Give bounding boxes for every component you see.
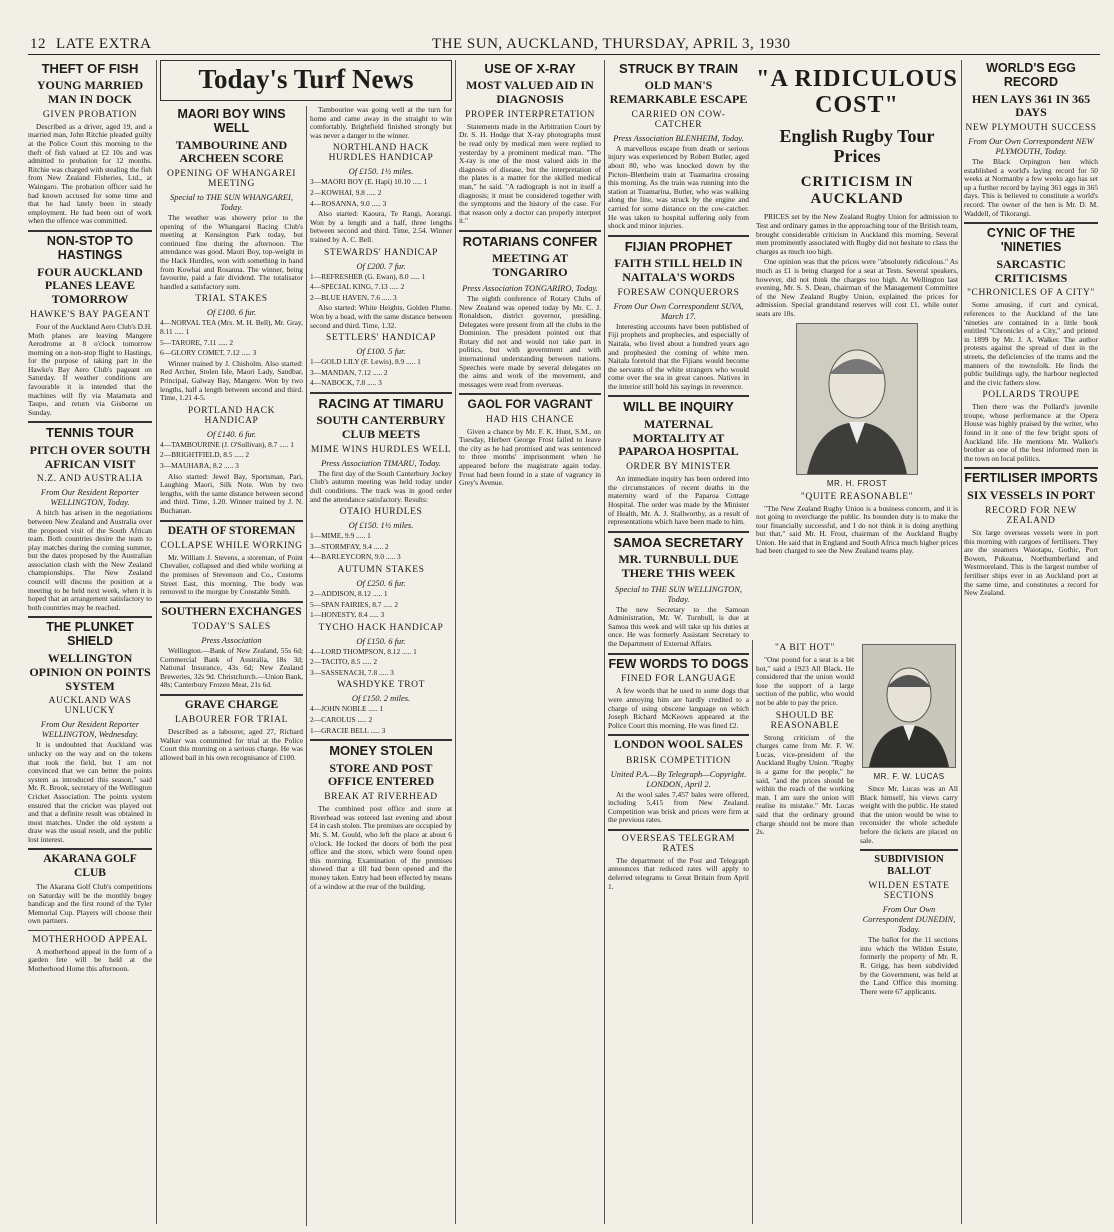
headline: FIJIAN PROPHET bbox=[624, 238, 733, 254]
subheadline: RECORD FOR NEW ZEALAND bbox=[985, 505, 1077, 526]
divider bbox=[608, 235, 749, 237]
race-title: SETTLERS' HANDICAP bbox=[326, 333, 436, 344]
turf-col-a bbox=[160, 106, 303, 765]
subheadline: COLLAPSE WHILE WORKING bbox=[160, 540, 303, 551]
race-result: 4—JOHN NOBLE ..... 1 bbox=[310, 704, 384, 714]
subheadline: HEN LAYS 361 IN 365 DAYS bbox=[971, 91, 1091, 120]
race-result: 1—MIME, 9.9 ..... 1 bbox=[310, 531, 371, 541]
divider bbox=[964, 222, 1098, 224]
article-body: Wellington.—Bank of New Zealand, 55s 6d; Commercial Bank of Australia, 18s 3d; National Insurance, 43s 6d; New Zealand Breweries, 32s 9d. Christchurch.—Union Bank, 48s; Canterbury Frozen Meat, 21s 6d. bbox=[160, 645, 303, 690]
headline: THEFT OF FISH bbox=[41, 61, 139, 76]
column-6 bbox=[964, 60, 1098, 1226]
subheadline: BRISK COMPETITION bbox=[626, 755, 731, 766]
headline: MAORI BOY WINS WELL bbox=[177, 107, 286, 135]
race-result: 1—GRACIE BELL ..... 3 bbox=[310, 725, 386, 735]
article-body: A motherhood appeal in the form of a garden fete will be held at the Motherhood Home this afternoon. bbox=[28, 946, 152, 974]
byline: From Our Resident Reporter WELLINGTON, Wednesday. bbox=[40, 719, 140, 740]
race-result: 3—STORMFAY, 9.4 ..... 2 bbox=[310, 541, 389, 551]
article-body: The eighth conference of Rotary Clubs of New Zealand was opened today by Mr. C. J. Ronaldson, district governor, presiding. Delegates were present from all the clubs in the Dominion. The president pointed out that Rotary did not and would not take part in politics, but with government and with international understanding between nations. Speeches were made by several delegates on the aims and work of the movement, and messages were read from overseas. bbox=[459, 293, 601, 389]
divider bbox=[608, 829, 749, 831]
edition-label: LATE EXTRA bbox=[56, 36, 152, 52]
divider bbox=[964, 467, 1098, 469]
headline: THE PLUNKET SHIELD bbox=[46, 620, 134, 649]
turf-col-b bbox=[310, 106, 452, 893]
column-1 bbox=[28, 60, 152, 1226]
race-result: 4—BARLEYCORN, 9.0 ..... 3 bbox=[310, 552, 401, 562]
byline: Special to THE SUN WHANGAREI, Today. bbox=[170, 192, 293, 213]
headline: USE OF X-RAY bbox=[484, 61, 576, 76]
article-body: Tambourine was going well at the turn for home and came away in the straight to win comfortably. Brightfield finished strongly but was never a danger to the winner. bbox=[310, 105, 452, 140]
byline: United P.A.—By Telegraph—Copyright. LONDON, April 2. bbox=[610, 768, 747, 789]
column-rule bbox=[455, 60, 456, 1224]
subheadline: ORDER BY MINISTER bbox=[626, 462, 731, 473]
headline: NON-STOP TO HASTINGS bbox=[46, 234, 134, 262]
article-body: Also started: Kaoura, Te Rangi, Aorangi. Won by a length and a half, three lengths between second and third. Time, 2.54. Winner trained by A. C. Bell. bbox=[310, 209, 452, 244]
race-conditions: Of £200. 7 fur. bbox=[356, 260, 406, 271]
race-result: 2—CAROLUS ..... 2 bbox=[310, 715, 373, 725]
byline: From Our Own Correspondent DUNEDIN, Today. bbox=[862, 904, 956, 935]
race-title: AUTUMN STAKES bbox=[337, 564, 425, 575]
divider bbox=[28, 421, 152, 423]
rugby-continued bbox=[756, 640, 958, 1226]
portrait-photo-lucas bbox=[862, 644, 956, 768]
article-body: Some amusing, if curt and cynical, references to the Auckland of the late 'nineties are contained in a little book entitled "Chronicles of a City," and printed in 1899 by Mr. J. A. Walker. The author protests against the spread of dust in the streets, the deficiencies of the trams and the manners of the townsfolk. He finds the public buildings ugly, the harbour neglected and the civic fathers slow. bbox=[964, 300, 1098, 387]
portrait-illustration bbox=[863, 645, 955, 767]
headline: WILL BE INQUIRY bbox=[623, 399, 734, 415]
paper-date-line: THE SUN, AUCKLAND, THURSDAY, APRIL 3, 1930 bbox=[432, 36, 791, 52]
article-body: Winner trained by J. Chisholm. Also started: Red Archer, Stolen Isle, Maori Lady, Sandbar, Principal, Galway Bay, Mangere. Won by two lengths, half a length between second and third. Time, 1.21 4-5. bbox=[160, 358, 303, 403]
article-body: The first day of the South Canterbury Jockey Club's autumn meeting was held today under dull conditions. The track was in good order and the attendance satisfactory. Results: bbox=[310, 468, 452, 504]
subheadline: SIX VESSELS IN PORT bbox=[967, 488, 1095, 503]
article-body: Also started: Jewel Bay, Sportsman, Pari, Laughing Maori, Silk Note. Won by two lengths, with the same distance between second and third. Time, 1.20. Winner trained by J. N. Buchanan. bbox=[160, 471, 303, 515]
race-conditions: Of £140. 6 fur. bbox=[206, 428, 257, 439]
race-result: 2—KOWHAI, 9.8 ..... 2 bbox=[310, 187, 382, 197]
race-result: 1—GOLD LILY (F. Lewis), 8.9 ..... 1 bbox=[310, 357, 421, 367]
headline: CYNIC OF THE 'NINETIES bbox=[986, 226, 1076, 254]
article-body: The combined post office and store at Riverhead was entered last evening and about £4 in cash stolen. The premises are occupied by Mr. S. M. Gould, who left the place at about 6 o'clock. He locked the doors of both the post office and the store, which were found open this morning. Examination of the premises showed that a till had been opened and the money taken. Entry had been effected by means of a window at the rear of the building. bbox=[310, 804, 452, 891]
column-3 bbox=[459, 60, 601, 1226]
subheadline: YOUNG MARRIED MAN IN DOCK bbox=[36, 78, 144, 107]
divider bbox=[459, 393, 601, 395]
article-body: Then there was the Pollard's juvenile troupe, whose performance at the Opera House was highly praised by the writer, who found in it one of the few bright spots of Auckland life. He mentions Mr. Walker's brother as one of the best informed men in the town on local politics. bbox=[964, 402, 1098, 463]
race-conditions: Of £150. 6 fur. bbox=[356, 635, 406, 646]
subheadline: OPENING OF WHANGAREI MEETING bbox=[167, 169, 296, 190]
subheadline: POLLARDS TROUPE bbox=[982, 390, 1080, 401]
byline: Press Association TIMARU, Today. bbox=[321, 457, 441, 468]
divider bbox=[28, 930, 152, 931]
article-body: The department of the Post and Telegraph announces that reduced rates will apply to deferred telegrams to Great Britain from April 1. bbox=[608, 855, 749, 891]
article-body: The Black Orpington hen which established a world's laying record for 50 weeks at Normanby a few weeks ago has set up a further record by laying 361 eggs in 365 days. This is believed to constitute a world's record. The owner of the hen is Mr. D. M. Waddell, of Tikorangi. bbox=[964, 157, 1098, 218]
race-conditions: Of £250. 6 fur. bbox=[356, 577, 406, 588]
portrait-illustration bbox=[797, 324, 917, 474]
photo-caption: MR. H. FROST bbox=[826, 478, 888, 488]
divider bbox=[608, 734, 749, 736]
subheadline: SOUTH CANTERBURY CLUB MEETS bbox=[316, 413, 446, 441]
column-rule bbox=[306, 106, 307, 1226]
article-body: An immediate inquiry has been ordered into the circumstances of recent deaths in the maternity ward of the Paparoa Cottage Hospital. The order was made by the Minister of Health, Mr. A. J. Stallworthy, as a result of representations which have been made to him. bbox=[608, 474, 749, 527]
rugby-continued-col-a bbox=[756, 640, 854, 839]
feature-subheadline: CRITICISM IN AUCKLAND bbox=[800, 174, 914, 207]
divider bbox=[160, 520, 303, 522]
divider bbox=[608, 395, 749, 397]
headline: GAOL FOR VAGRANT bbox=[467, 397, 593, 412]
article-body: Four of the Auckland Aero Club's D.H. Moth planes are leaving Mangere Aerodrome at 8 o'clock tomorrow morning on a non-stop flight to Hastings, for the purpose of taking part in the Hawke's Bay Aero Club's pageant on Saturday. If weather conditions are favourable it is intended that the machines will fly via Matamata and Taupo, and return via Gisborne on Sunday. bbox=[28, 321, 152, 417]
turf-banner-box bbox=[160, 60, 452, 101]
byline: Special to THE SUN WELLINGTON, Today. bbox=[614, 583, 743, 604]
divider bbox=[608, 531, 749, 533]
rugby-continued-col-b bbox=[860, 640, 958, 998]
divider bbox=[860, 849, 958, 851]
headline: SAMOA SECRETARY bbox=[613, 534, 744, 550]
byline: From Our Own Correspondent NEW PLYMOUTH, Today. bbox=[968, 136, 1094, 157]
article-body: Strong criticism of the charges came from Mr. F. W. Lucas, vice-president of the Auckland Rugby Union. "Rugby is a game for the people," he said, "and the prices should be within the reach of the working man. I am sure the union will realise its mistake." Mr. Lucas said that the ordinary ground charge should not be more than 2s. bbox=[756, 732, 854, 837]
article-body: Statements made in the Arbitration Court by Dr. S. H. Hodge that X-ray photographs must be read only by medical men were replied to yesterday by a prominent medical man. "The X-ray is one of the most valued aids in the diagnosis of disease, but the interpretation of the plates is a matter for the skilled medical man," he said. "A radiograph is not in itself a diagnosis; it must be considered together with the symptoms and the history of the case. For that reason only a doctor can properly interpret it." bbox=[459, 121, 601, 226]
column-4 bbox=[608, 60, 749, 1226]
race-result: 2—BLUE HAVEN, 7.6 ..... 3 bbox=[310, 292, 397, 302]
subheadline: FOUR AUCKLAND PLANES LEAVE TOMORROW bbox=[37, 264, 143, 307]
article-body: At the wool sales 7,457 bales were offered, including 5,415 from New Zealand. Competition was brisk and prices were firm at the previous rates. bbox=[608, 789, 749, 825]
race-title: TYCHO HACK HANDICAP bbox=[318, 622, 444, 633]
headline: MONEY STOLEN bbox=[329, 743, 433, 759]
headline: SUBDIVISION BALLOT bbox=[874, 854, 944, 878]
article-body: The ballot for the 11 sections into which the Wilden Estate, formerly the property of Mr. R. R. Grigg, has been subdivided by the Government, was held at the Land Office this morning. There were 67 applicants. bbox=[860, 935, 958, 996]
race-result: 4—NABOCK, 7.8 ..... 3 bbox=[310, 378, 382, 388]
subheadline: MATERNAL MORTALITY AT PAPAROA HOSPITAL bbox=[618, 416, 739, 459]
masthead bbox=[28, 34, 1100, 55]
divider bbox=[28, 616, 152, 618]
subheadline: N.Z. AND AUSTRALIA bbox=[36, 474, 144, 485]
portrait-photo-frost bbox=[796, 323, 918, 475]
article-body: Interesting accounts have been published of Fiji prophets and prophecies, and especially of Naitala, who lived about a hundred years ago and prophesied the coming of white men. Naitala foretold that the Fijians would become the servants of the white strangers who would come over the sea in great canoes. Natives in the interior still hold his sayings in reverence. bbox=[608, 321, 749, 391]
headline: LONDON WOOL SALES bbox=[614, 739, 743, 752]
divider bbox=[28, 230, 152, 232]
article-body: Described as a labourer, aged 27, Richard Walker was committed for trial at the Police Court this morning on a serious charge. He was allowed bail in his own recognisance of £100. bbox=[160, 727, 303, 762]
byline: Press Association BLENHEIM, Today. bbox=[613, 132, 744, 143]
column-rule bbox=[604, 60, 605, 1224]
headline: AKARANA GOLF CLUB bbox=[43, 853, 137, 879]
race-title: PORTLAND HACK HANDICAP bbox=[187, 405, 276, 426]
article-body: Given a chance by Mr. F. K. Hunt, S.M., on Tuesday, Herbert George Frost failed to leave the city as he had promised and was sentenced to three months' imprisonment when he appeared before the magistrate again today. Frost had been found in a state of vagrancy in Grey's Avenue. bbox=[459, 426, 601, 488]
race-title: WASHDYKE TROT bbox=[336, 680, 426, 691]
article-body: A few words that he used to some dogs that were annoying him are hardly credited to a charge of using obscene language on which Joseph Richard McKeown appeared at the Police Court this morning. He was fined £2. bbox=[608, 686, 749, 730]
race-conditions: Of £150. 2 miles. bbox=[351, 693, 411, 704]
article-body: One opinion was that the prices were "absolutely ridiculous." As much as £1 is being charged for a seat at Tests. Several speakers, however, did not think the charges too high. At Wellington last evening, Mr. S. S. Dean, chairman of the Management Committee of the New Zealand Rugby Union, explained the prices for admission. Special grandstand reserves will cost £1, while outer seats are 10s. bbox=[756, 257, 958, 318]
divider bbox=[608, 653, 749, 655]
subheadline: "QUITE REASONABLE" bbox=[800, 491, 914, 502]
subheadline: FORESAW CONQUERORS bbox=[617, 287, 740, 298]
feature-subheadline: English Rugby Tour Prices bbox=[779, 125, 935, 166]
race-result: 4—SPECIAL KING, 7.13 ..... 2 bbox=[310, 282, 405, 292]
article-body: Mr. William J. Stevens, a storeman, of Point Chevalier, collapsed and died while working at the premises of Stevenson and Co., Customs Street East, this morning. The body was removed to the morgue by Constable Smith. bbox=[160, 552, 303, 597]
subheadline: BREAK AT RIVERHEAD bbox=[324, 792, 438, 803]
page-number: 12 bbox=[30, 36, 46, 52]
race-result: 6—GLORY COMET, 7.12 ..... 3 bbox=[160, 348, 257, 358]
divider bbox=[160, 694, 303, 696]
column-rule bbox=[752, 640, 753, 1224]
subheadline: MOST VALUED AID IN DIAGNOSIS bbox=[466, 78, 594, 107]
subheadline: WILDEN ESTATE SECTIONS bbox=[868, 881, 950, 902]
race-result: 3—MAORI BOY (E. Hapi) 10.10 ..... 1 bbox=[310, 177, 428, 187]
headline: MOTHERHOOD APPEAL bbox=[32, 934, 148, 945]
article-body: The weather was showery prior to the opening of the Whangarei Racing Club's meeting at Kensington Park today, but continued fine during the afternoon. The attendance was good. Maori Boy, top-weight in the Hack Hurdles, won with something in hand from Kowhai and Rosanna. The winner, being favourite, paid a fair dividend. The totalisator handled a satisfactory sum. bbox=[160, 213, 303, 291]
headline: FEW WORDS TO DOGS bbox=[608, 656, 749, 671]
article-body: Since Mr. Lucas was an All Black himself, his views carry weight with the public. He stated that the union would be wise to reconsider the whole schedule before the tickets are placed on sale. bbox=[860, 784, 958, 845]
headline: DEATH OF STOREMAN bbox=[167, 524, 296, 537]
subheadline: STORE AND POST OFFICE ENTERED bbox=[327, 760, 435, 789]
byline: From Our Own Correspondent SUVA, March 17. bbox=[613, 300, 744, 321]
divider bbox=[28, 848, 152, 850]
race-title: OTAIO HURDLES bbox=[339, 507, 423, 518]
race-result: 2—TACITO, 8.5 ..... 2 bbox=[310, 657, 378, 667]
race-result: 4—ROSANNA, 9.0 ..... 3 bbox=[310, 198, 387, 208]
subheadline: FAITH STILL HELD IN NAITALA'S WORDS bbox=[614, 256, 743, 284]
rugby-feature bbox=[756, 60, 958, 636]
subheadline: OLD MAN'S REMARKABLE ESCAPE bbox=[609, 78, 748, 107]
divider bbox=[459, 230, 601, 232]
article-body: A hitch has arisen in the negotiations between New Zealand and Australia over the proposed visit of the South African team. Both countries desire the team to play matches during the coming summer, but the dates proposed by the Australian association clash with the New Zealand championships. The New Zealand council will discuss the position at a meeting to be held next week, when it is hoped that an arrangement satisfactory to both countries may be reached. bbox=[28, 508, 152, 612]
article-body: "One pound for a seat is a bit hot," said a 1923 All Black. He considered that the union would lose the support of a large section of the public, who would not be able to pay the price. bbox=[756, 655, 854, 707]
headline: ROTARIANS CONFER bbox=[462, 234, 598, 250]
subheadline: HAWKE'S BAY PAGEANT bbox=[29, 309, 151, 320]
headline: WORLD'S EGG RECORD bbox=[986, 61, 1076, 89]
race-result: 2—BRIGHTFIELD, 8.5 ..... 2 bbox=[160, 450, 250, 460]
subheadline: "A BIT HOT" bbox=[774, 643, 836, 653]
divider bbox=[310, 392, 452, 394]
headline: RACING AT TIMARU bbox=[318, 395, 444, 411]
turf-news-section bbox=[160, 60, 452, 1226]
article-body: Six large overseas vessels were in port this morning with cargoes of fertilisers. They are the steamers Waiotapu, Gothic, Port Bowen, Pukeatua, Northumberland and Westmoreland. This is the largest number of fertiliser ships ever in an Auckland port at the same time, and constitutes a record for New Zealand. bbox=[964, 527, 1098, 598]
subheadline: MEETING AT TONGARIRO bbox=[491, 251, 569, 280]
race-result: 3—MAUHARA, 8.2 ..... 3 bbox=[160, 460, 239, 470]
column-rule bbox=[961, 60, 962, 1224]
subheadline: TAMBOURINE AND ARCHEEN SCORE bbox=[175, 137, 288, 166]
article-body: Also started: White Heights, Golden Plume. Won by a head, with the same distance between second and third. Time, 1.32. bbox=[310, 303, 452, 330]
byline: From Our Resident Reporter WELLINGTON, Today. bbox=[40, 487, 140, 508]
race-title: NORTHLAND HACK HURDLES HANDICAP bbox=[328, 143, 434, 164]
column-rule bbox=[156, 60, 157, 1224]
divider bbox=[310, 739, 452, 741]
race-conditions: Of £150. 1½ miles. bbox=[348, 166, 414, 177]
headline: TENNIS TOUR bbox=[46, 425, 134, 441]
article-body: The Akarana Golf Club's competitions on Saturday will be the monthly bogey handicap and the first round of the Tyler Memorial Cup. Players will choose their own partners. bbox=[28, 881, 152, 926]
photo-caption: MR. F. W. LUCAS bbox=[873, 772, 945, 781]
subheadline: NEW PLYMOUTH SUCCESS bbox=[965, 123, 1097, 134]
subheadline: HAD HIS CHANCE bbox=[485, 414, 575, 425]
race-result: 5—TARORE, 7.11 ..... 2 bbox=[160, 337, 234, 347]
subheadline: AUCKLAND WAS UNLUCKY bbox=[48, 696, 132, 717]
subheadline: SHOULD BE REASONABLE bbox=[770, 710, 840, 731]
race-result: 1—REFRESHER (G. Ewan), 8.0 ..... 1 bbox=[310, 271, 426, 281]
race-result: 2—ADDISON, 8.12 ..... 1 bbox=[310, 588, 388, 598]
subheadline: CARRIED ON COW-CATCHER bbox=[631, 109, 726, 130]
headline: OVERSEAS TELEGRAM RATES bbox=[621, 833, 736, 854]
subheadline: MIME WINS HURDLES WELL bbox=[310, 444, 452, 455]
headline: FERTILISER IMPORTS bbox=[964, 471, 1098, 486]
byline: Press Association bbox=[201, 634, 262, 645]
race-result: 4—TAMBOURINE (J. O'Sullivan), 8.7 ..... 1 bbox=[160, 439, 294, 449]
race-result: 1—HONESTY, 8.4 ..... 3 bbox=[310, 610, 385, 620]
race-conditions: Of £150. 1½ miles. bbox=[348, 520, 414, 531]
subheadline: LABOURER FOR TRIAL bbox=[174, 715, 289, 726]
turf-banner: Today's Turf News bbox=[198, 64, 414, 94]
article-body: A marvellous escape from death or serious injury was experienced by Robert Butler, aged about 80, who was knocked down by the Picton–Blenheim train at Tuamarina crossing this morning. As the train was running into the station at Tuamarina, Butler, who was walking along the line, was struck by the engine and carried for some distance on the cow-catcher. He was taken to hospital suffering only from shock and minor injuries. bbox=[608, 143, 749, 231]
subheadline: WELLINGTON OPINION ON POINTS SYSTEM bbox=[29, 650, 151, 693]
race-title: STEWARDS' HANDICAP bbox=[323, 247, 439, 258]
article-body: It is undoubted that Auckland was unlucky on the way and on the tokens that took the field, but I am not convinced that we can better the points system as introduced this season," said Mr. R. Brook, secretary of the Wellington Cricket Association. The points system ensured that the cricket was played out and that a definite result was obtained in most matches. Under the old system a draw was the usual result, and the public lost interest. bbox=[28, 740, 152, 844]
race-conditions: Of £100. 5 fur. bbox=[356, 346, 406, 357]
article-body: The new Secretary to the Samoan Administration, Mr. W. Turnbull, is due at Samoa this week and will take up his duties at once. He was formerly Assistant Secretary to the Department of External Affairs. bbox=[608, 604, 749, 648]
subheadline: TODAY'S SALES bbox=[192, 621, 271, 632]
subheadline: "CHRONICLES OF A CITY" bbox=[967, 288, 1095, 299]
race-result: 3—SASSENACH, 7.8 ..... 3 bbox=[310, 667, 394, 677]
subheadline: PROPER INTERPRETATION bbox=[465, 109, 595, 120]
race-result: 3—MANDAN, 7.12 ..... 2 bbox=[310, 367, 388, 377]
headline: SOUTHERN EXCHANGES bbox=[161, 605, 302, 618]
race-result: 4—NORVAL TEA (Mrs. M. H. Bell), Mr. Gray, 8.11 ..... 1 bbox=[160, 318, 303, 337]
subheadline: FINED FOR LANGUAGE bbox=[621, 674, 736, 685]
race-title: TRIAL STAKES bbox=[195, 294, 268, 305]
subheadline: SARCASTIC CRITICISMS bbox=[994, 256, 1068, 285]
race-result: 4—LORD THOMPSON, 8.12 ..... 1 bbox=[310, 646, 417, 656]
subheadline: MR. TURNBULL DUE THERE THIS WEEK bbox=[618, 552, 739, 580]
subheadline: GIVEN PROBATION bbox=[42, 109, 138, 120]
feature-lead: PRICES set by the New Zealand Rugby Union for admission to Test and ordinary games in the approaching tour of the British team, brought considerable criticism in Auckland this morning. Several men prominently associated with Rugby did not hesitate to class the charges as much too high. bbox=[756, 212, 958, 256]
divider bbox=[160, 601, 303, 603]
headline: GRAVE CHARGE bbox=[184, 698, 279, 711]
race-conditions: Of £100. 6 fur. bbox=[206, 307, 257, 318]
headline: STRUCK BY TRAIN bbox=[619, 61, 738, 76]
subheadline: PITCH OVER SOUTH AFRICAN VISIT bbox=[29, 442, 151, 471]
race-result: 5—SPAN FAIRIES, 8.7 ..... 2 bbox=[310, 599, 399, 609]
byline: Press Association TONGARIRO, Today. bbox=[462, 282, 598, 293]
feature-headline: "A RIDICULOUS COST" bbox=[756, 66, 958, 119]
article-body: "The New Zealand Rugby Union is a business concern, and it is not going to overcharge the public. Its bounden duty is to make the tour financially successful, and I do not think it is doing anything but that," said Mr. H. Frost, chairman of the Auckland Rugby Union. He said that in England and South Africa much higher prices had been charged to see the New Zealand teams play. bbox=[756, 503, 958, 556]
article-body: Described as a driver, aged 19, and a married man, John Ritchie pleaded guilty at the Police Court this morning to the theft of fish valued at £2 10s and was admitted to probation for 12 months. Ritchie was charged with stealing the fish from New Zealand Fisheries, Ltd., at Waingaro. The probation officer said he had known accused for some time and that he had lately been in steady employment. He had been out of work when the offence was committed. bbox=[28, 121, 152, 226]
